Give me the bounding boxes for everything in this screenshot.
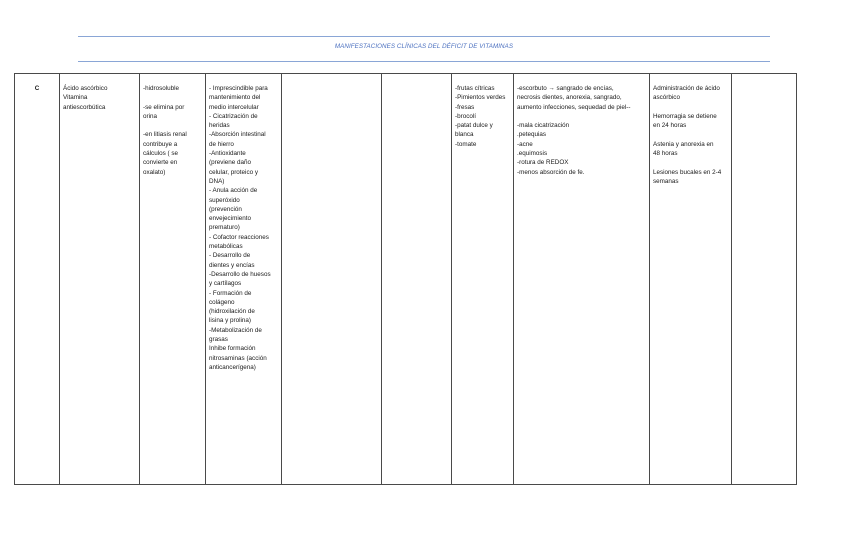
vitamin-name-cell: [60, 74, 140, 485]
functions-cell: [206, 74, 282, 485]
cell-line: orina: [143, 112, 158, 120]
cell-line: superóxido: [209, 196, 240, 204]
cell-line: ascórbico: [653, 94, 680, 102]
cell-line: mantenimiento del: [209, 94, 261, 102]
cell-line: y cartílagos: [209, 280, 242, 288]
cell-line: (hidroxilación de: [209, 308, 255, 316]
empty-cell-10: [732, 74, 797, 485]
cell-line: en 24 horas: [653, 122, 687, 130]
cell-line: -rotura de REDOX: [517, 159, 569, 167]
header-rule-top: [78, 36, 770, 37]
cell-line: heridas: [209, 122, 230, 130]
cell-line: -Antioxidante: [209, 150, 246, 158]
cell-line: Hemorragia se detiene: [653, 112, 717, 120]
cell-line: - Desarrollo de: [209, 252, 251, 260]
cell-line: .petequias: [517, 131, 547, 139]
cell-line: Astenia y anorexia en: [653, 140, 714, 148]
table-row: [15, 74, 797, 485]
cell-line: de hierro: [209, 140, 234, 148]
line-gap: [143, 93, 202, 102]
line-gap: [653, 103, 728, 112]
cell-line: -brocolí: [455, 112, 476, 120]
cell-line: oxalato): [143, 168, 166, 176]
cell-line: envejecimiento: [209, 215, 252, 223]
vitamin-letter-cell: C: [15, 74, 60, 485]
cell-line: 48 horas: [653, 150, 678, 158]
cell-line: semanas: [653, 177, 679, 185]
cell-line: -Pimientos verdes: [455, 94, 506, 102]
cell-line: blanca: [455, 131, 474, 139]
cell-line: -fresas: [455, 103, 475, 111]
cell-line: lisina y prolina): [209, 317, 251, 325]
cell-line: - Anula acción de: [209, 187, 258, 195]
treatment-cell: [650, 74, 732, 485]
cell-line: -acne: [517, 140, 533, 148]
cell-line: (previene daño: [209, 159, 252, 167]
cell-line: - Cofactor reacciones: [209, 233, 269, 241]
cell-line: -hidrosoluble: [143, 85, 180, 92]
cell-line: -Desarrollo de huesos: [209, 270, 271, 278]
cell-line: antiescorbútica: [63, 103, 106, 111]
cell-line: nitrosaminas (acción: [209, 354, 267, 362]
cell-line: - Imprescindible para: [209, 85, 268, 92]
cell-line: grasas: [209, 336, 228, 344]
page-header-title: MANIFESTACIONES CLÍNICAS DEL DÉFICIT DE VITAMINAS: [334, 43, 514, 50]
cell-line: (prevención: [209, 205, 242, 213]
line-gap: [653, 130, 728, 139]
vitamin-table: [14, 73, 797, 485]
cell-line: -Metabolización de: [209, 326, 262, 334]
line-gap: [653, 158, 728, 167]
line-gap: [143, 121, 202, 130]
cell-line: -Absorción intestinal: [209, 131, 266, 139]
line-gap: [517, 112, 646, 121]
deficit-cell: [514, 74, 650, 485]
cell-line: Inhibe formación: [209, 345, 256, 353]
cell-line: DNA): [209, 177, 225, 185]
cell-line: -menos absorción de fe.: [517, 168, 585, 176]
empty-cell-5: [282, 74, 382, 485]
cell-line: -tomate: [455, 140, 477, 148]
cell-line: metabólicas: [209, 243, 243, 251]
cell-line: anticancerígena): [209, 363, 256, 371]
cell-line: -frutas cítricas: [455, 85, 495, 92]
cell-line: -escorbuto → sangrado de encías,: [517, 85, 614, 92]
cell-line: contribuye a: [143, 140, 178, 148]
cell-line: aumento infecciones, sequedad de piel--: [517, 103, 631, 111]
cell-line: Lesiones bucales en 2-4: [653, 168, 722, 176]
cell-line: - Cicatrización de: [209, 112, 258, 120]
properties-cell: [140, 74, 206, 485]
cell-line: -en litiasis renal: [143, 131, 187, 139]
sources-cell: [452, 74, 514, 485]
cell-line: -mala cicatrización: [517, 122, 570, 130]
cell-line: celular, proteico y: [209, 168, 259, 176]
cell-line: -se elimina por: [143, 103, 185, 111]
cell-line: .equimosis: [517, 150, 548, 158]
cell-line: colágeno: [209, 298, 235, 306]
empty-cell-6: [382, 74, 452, 485]
cell-line: Vitamina: [63, 94, 88, 102]
cell-line: - Formación de: [209, 289, 252, 297]
cell-line: prematuro): [209, 224, 240, 232]
cell-line: medio intercelular: [209, 103, 259, 111]
cell-line: Ácido ascórbico: [63, 85, 108, 92]
cell-line: Administración de ácido: [653, 85, 720, 92]
header-rule-bottom: [78, 61, 770, 62]
cell-line: cálculos ( se: [143, 150, 178, 158]
cell-line: -patat dulce y: [455, 122, 493, 130]
cell-line: convierte en: [143, 159, 178, 167]
cell-line: dientes y encías: [209, 261, 255, 269]
cell-line: necrosis dientes, anorexia, sangrado,: [517, 94, 622, 102]
